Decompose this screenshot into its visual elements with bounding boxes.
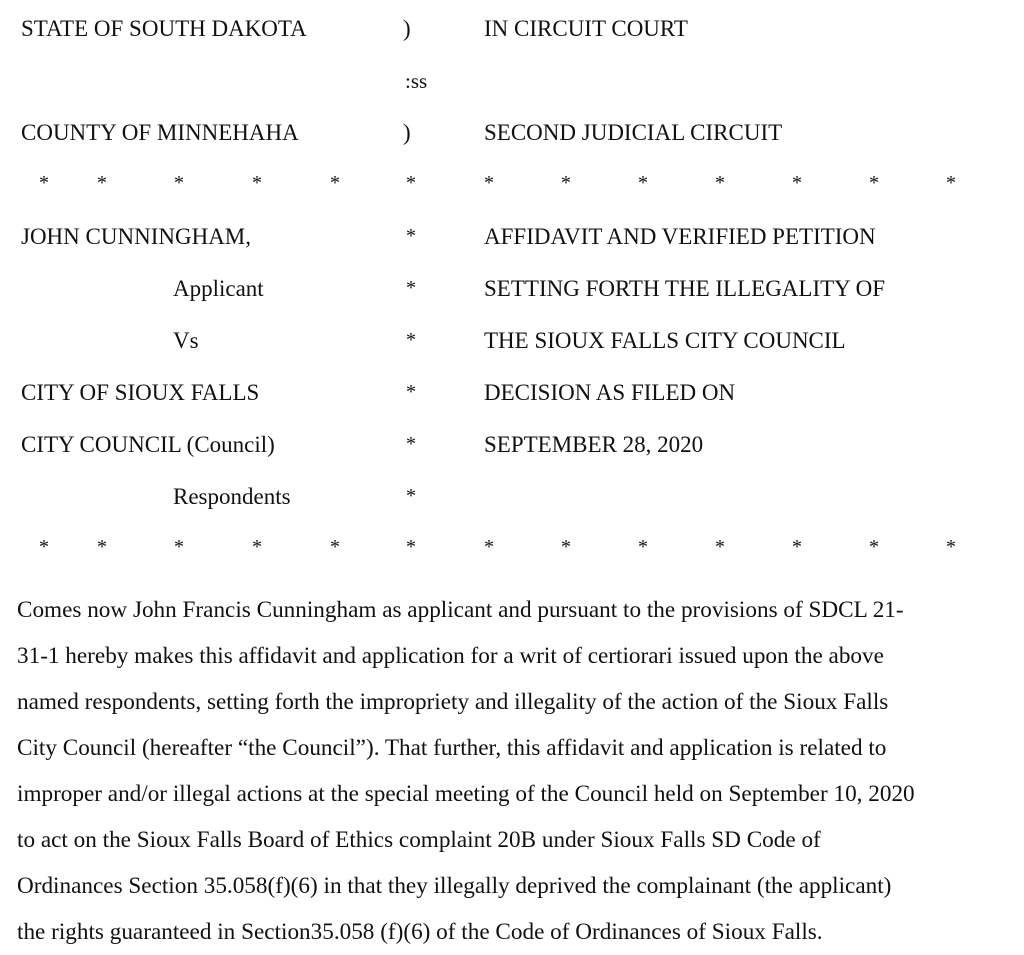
star-divider-bottom	[0, 537, 1024, 561]
respondent-role: Respondents	[173, 484, 291, 509]
star-mark: *	[97, 536, 107, 558]
star-mark: *	[561, 172, 571, 194]
state-label: STATE OF SOUTH DAKOTA	[21, 16, 307, 41]
body-line: Comes now John Francis Cunningham as applicant and pursuant to the provisions of SDCL 21-	[17, 597, 904, 623]
title-line-2: SETTING FORTH THE ILLEGALITY OF	[484, 276, 886, 301]
star-mark: *	[638, 536, 648, 558]
star-mark: *	[638, 172, 648, 194]
body-line: named respondents, setting forth the impropriety and illegality of the action of the Sioux Falls	[17, 689, 889, 715]
body-line: the rights guaranteed in Section35.058 (f)(6) of the Code of Ordinances of Sioux Falls.	[17, 919, 823, 945]
star-mark: *	[97, 172, 107, 194]
star-mark: *	[174, 536, 184, 558]
column-star: *	[406, 433, 416, 455]
title-line-1: AFFIDAVIT AND VERIFIED PETITION	[484, 224, 876, 249]
circuit-label: SECOND JUDICIAL CIRCUIT	[484, 120, 783, 145]
applicant-role: Applicant	[173, 276, 264, 301]
caption-paren-bottom: )	[403, 120, 411, 145]
caption-paren-top: )	[403, 16, 411, 41]
star-mark: *	[792, 172, 802, 194]
star-mark: *	[946, 172, 956, 194]
title-line-5: SEPTEMBER 28, 2020	[484, 432, 704, 457]
court-label: IN CIRCUIT COURT	[484, 16, 688, 41]
body-line: improper and/or illegal actions at the special meeting of the Council held on September 10, 2020	[17, 781, 915, 807]
star-mark: *	[39, 536, 49, 558]
county-label: COUNTY OF MINNEHAHA	[21, 120, 299, 145]
applicant-name: JOHN CUNNINGHAM,	[21, 224, 251, 249]
body-line: to act on the Sioux Falls Board of Ethics complaint 20B under Sioux Falls SD Code of	[17, 827, 821, 853]
body-line: City Council (hereafter “the Council”). That further, this affidavit and application is related to	[17, 735, 887, 761]
star-mark: *	[406, 172, 416, 194]
star-mark: *	[330, 172, 340, 194]
star-mark: *	[869, 536, 879, 558]
respondent-line-2: CITY COUNCIL (Council)	[21, 432, 275, 457]
body-line: Ordinances Section 35.058(f)(6) in that they illegally deprived the complainant (the applicant)	[17, 873, 892, 899]
column-star: *	[406, 329, 416, 351]
body-line: 31-1 hereby makes this affidavit and application for a writ of certiorari issued upon the above	[17, 643, 884, 669]
star-mark: *	[792, 536, 802, 558]
ss-mark: :ss	[405, 69, 428, 93]
title-line-3: THE SIOUX FALLS CITY COUNCIL	[484, 328, 846, 353]
star-mark: *	[946, 536, 956, 558]
star-mark: *	[484, 172, 494, 194]
column-star: *	[406, 277, 416, 299]
star-mark: *	[561, 536, 571, 558]
star-mark: *	[715, 536, 725, 558]
star-divider-top	[0, 173, 1024, 197]
title-line-4: DECISION AS FILED ON	[484, 380, 736, 405]
star-mark: *	[406, 536, 416, 558]
body-paragraph	[17, 587, 1017, 955]
column-star: *	[406, 485, 416, 507]
respondent-line-1: CITY OF SIOUX FALLS	[21, 380, 260, 405]
star-mark: *	[715, 172, 725, 194]
star-mark: *	[174, 172, 184, 194]
star-mark: *	[252, 536, 262, 558]
star-mark: *	[252, 172, 262, 194]
column-star: *	[406, 381, 416, 403]
star-mark: *	[484, 536, 494, 558]
star-mark: *	[869, 172, 879, 194]
star-mark: *	[39, 172, 49, 194]
star-mark: *	[330, 536, 340, 558]
column-star: *	[406, 225, 416, 247]
versus-label: Vs	[173, 328, 199, 353]
